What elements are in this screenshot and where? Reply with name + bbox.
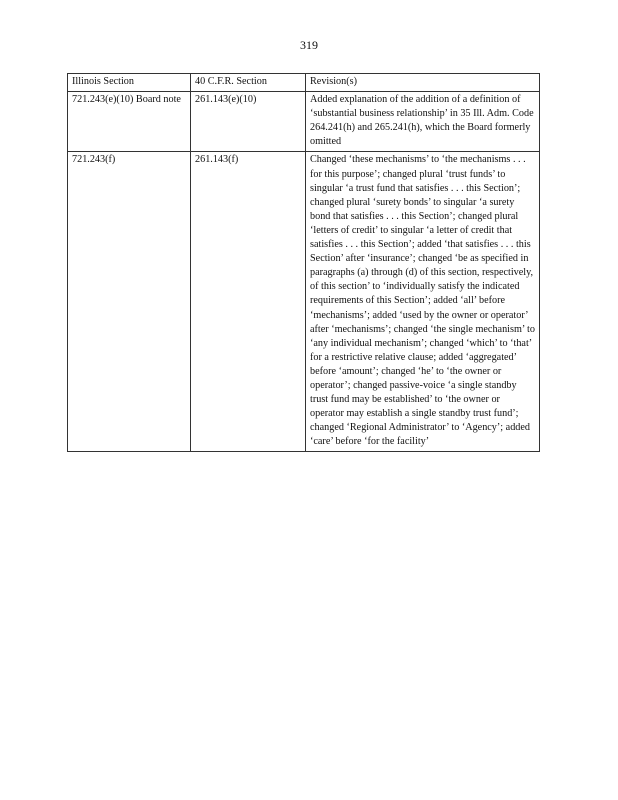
illinois-section-cell: 721.243(e)(10) Board note: [68, 92, 191, 152]
cfr-section-cell: 261.143(e)(10): [191, 92, 306, 152]
revision-cell: Changed ‘these mechanisms’ to ‘the mechanisms . . . for this purpose’; changed plural ‘trust funds’ to singular ‘a trust fund that satisfies . . . this Section’; changed plural ‘surety bonds’ to singular ‘a surety bond that satisfies . . . this Section’; changed plural ‘letters of credit’ to singular ‘a letter of credit that satisfies . . . this Section’; added ‘that satisfies . . . this Section’ after ‘insurance’; changed ‘be as specified in paragraphs (a) through (d) of this section, respectively, of this section’ to ‘individually satisfy the indicated requirements of this Section’; added ‘all’ before ‘mechanisms’; added ‘used by the owner or operator’ after ‘mechanisms’; changed ‘the single mechanism’ to ‘any individual mechanism’; changed ‘which’ to ‘that’ for a restrictive relative clause; added ‘aggregated’ before ‘amount’; changed ‘he’ to ‘the owner or operator’; changed passive-voice ‘a single standby trust fund may be established’ to ‘the owner or operator may establish a single standby trust fund’; changed ‘Regional Administrator’ to ‘Agency’; added ‘care’ before ‘for the facility’: [306, 152, 540, 452]
table-row: [68, 152, 540, 452]
header-cfr-section: 40 C.F.R. Section: [191, 74, 306, 92]
revision-cell: Added explanation of the addition of a definition of ‘substantial business relationship’ in 35 Ill. Adm. Code 264.241(h) and 265.241(h), which the Board formerly omitted: [306, 92, 540, 152]
page-number: 319: [300, 38, 318, 52]
illinois-section-cell: 721.243(f): [68, 152, 191, 452]
header-illinois-section: Illinois Section: [68, 74, 191, 92]
revisions-table: [67, 73, 540, 452]
header-revisions: Revision(s): [306, 74, 540, 92]
table-row: [68, 92, 540, 152]
table-header-row: [68, 74, 540, 92]
cfr-section-cell: 261.143(f): [191, 152, 306, 452]
